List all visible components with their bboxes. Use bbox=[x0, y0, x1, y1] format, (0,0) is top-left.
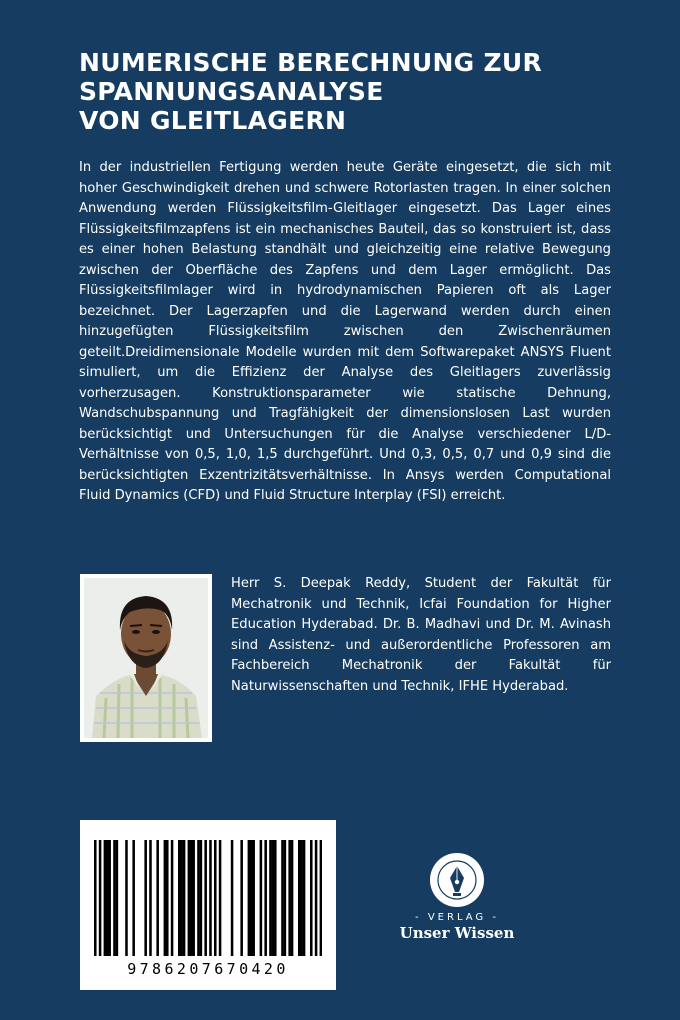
barcode-bar bbox=[171, 840, 174, 956]
publisher-verlag-label: - VERLAG - bbox=[415, 912, 499, 923]
barcode-bar bbox=[291, 840, 294, 956]
barcode-bar bbox=[197, 840, 200, 956]
book-title bbox=[79, 48, 639, 135]
barcode-bar bbox=[320, 840, 322, 956]
barcode bbox=[80, 820, 336, 990]
barcode-bar bbox=[303, 840, 306, 956]
barcode-bar bbox=[104, 840, 107, 956]
barcode-bar bbox=[99, 840, 102, 956]
barcode-bar bbox=[166, 840, 169, 956]
barcode-bar bbox=[188, 840, 191, 956]
barcode-bar bbox=[204, 840, 207, 956]
barcode-bar bbox=[183, 840, 186, 956]
barcode-bar bbox=[269, 840, 272, 956]
barcode-bar bbox=[219, 840, 222, 956]
title-line-2: SPANNUNGSANALYSE bbox=[79, 77, 384, 106]
barcode-bar bbox=[315, 840, 318, 956]
barcode-bar bbox=[298, 840, 301, 956]
isbn-number: 9786207670420 bbox=[127, 960, 289, 978]
publisher-logo-icon bbox=[429, 852, 485, 908]
barcode-bar bbox=[164, 840, 167, 956]
barcode-bar bbox=[214, 840, 217, 956]
book-description: In der industriellen Fertigung werden heute Geräte eingesetzt, die sich mit hoher Geschwindigkeit drehen und schwere Rotorlasten tragen. In einer solchen Anwendung werden Flüssigkeitsfilm-Gleitlager eingesetzt. Das Lager eines Flüssigkeitsfilmzapfens ist ein mechanisches Bauteil, das so konstruiert ist, dass es einer hohen Belastung standhält und gleichzeitig eine relative Bewegung zwischen der Oberfläche des Zapfens und dem Lager ermöglicht. Das Flüssigkeitsfilmlager wird in hydrodynamischen Papieren oft als Lager bezeichnet. Der Lagerzapfen und die Lagerwand werden durch einen hinzugefügten Flüssigkeitsfilm zwischen den Zwischenräumen geteilt.Dreidimensionale Modelle wurden mit dem Softwarepaket ANSYS Fluent simuliert, um die Effizienz der Analyse des Gleitlagers zuverlässig vorherzusagen. Konstruktionsparameter wie statische Dehnung, Wandschubspannung und Tragfähigkeit der dimensionslosen Last wurden berücksichtigt und Untersuchungen für die Analyse verschiedener L/D-Verhältnisse von 0,5, 1,0, 1,5 durchgeführt. Und 0,3, 0,5, 0,7 und 0,9 sind die berücksichtigten Exzentrizitätsverhältnisse. In Ansys werden Computational Fluid Dynamics (CFD) und Fluid Structure Interplay (FSI) erreicht. bbox=[79, 160, 611, 503]
barcode-bar bbox=[300, 840, 303, 956]
barcode-bar bbox=[149, 840, 152, 956]
barcode-bar bbox=[94, 840, 97, 956]
barcode-bar bbox=[144, 840, 147, 956]
barcode-bar bbox=[132, 840, 135, 956]
barcode-bar bbox=[231, 840, 234, 956]
barcode-bar bbox=[250, 840, 253, 956]
barcode-bar bbox=[106, 840, 109, 956]
barcode-bar bbox=[125, 840, 128, 956]
title-line-1: NUMERISCHE BERECHNUNG ZUR bbox=[79, 48, 543, 77]
barcode-bar bbox=[108, 840, 111, 956]
barcode-bar bbox=[180, 840, 183, 956]
publisher-block bbox=[392, 852, 522, 942]
barcode-bar bbox=[264, 840, 267, 956]
barcode-bar bbox=[288, 840, 291, 956]
author-photo bbox=[80, 574, 212, 742]
barcode-bar bbox=[113, 840, 116, 956]
barcode-bar bbox=[240, 840, 243, 956]
barcode-bar bbox=[116, 840, 119, 956]
barcode-bars bbox=[94, 840, 322, 956]
author-portrait-image bbox=[84, 578, 208, 738]
barcode-bar bbox=[248, 840, 251, 956]
barcode-bar bbox=[310, 840, 313, 956]
barcode-bar bbox=[200, 840, 203, 956]
barcode-bar bbox=[284, 840, 287, 956]
barcode-bar bbox=[260, 840, 263, 956]
barcode-bar bbox=[281, 840, 284, 956]
barcode-bar bbox=[190, 840, 193, 956]
barcode-bar bbox=[272, 840, 275, 956]
barcode-bar bbox=[209, 840, 212, 956]
publisher-name: Unser Wissen bbox=[399, 924, 515, 942]
barcode-bar bbox=[274, 840, 277, 956]
barcode-bar bbox=[178, 840, 181, 956]
title-line-3: VON GLEITLAGERN bbox=[79, 106, 347, 135]
barcode-bar bbox=[156, 840, 159, 956]
barcode-bar bbox=[192, 840, 195, 956]
author-bio: Herr S. Deepak Reddy, Student der Fakultät für Mechatronik und Technik, Icfai Foundation for Higher Education Hyderabad. Dr. B. Madhavi und Dr. M. Avinash sind Assistenz- und außerordentliche Professoren am Fachbereich Mechatronik der Fakultät für Naturwissenschaften und Technik, IFHE Hyderabad. bbox=[231, 576, 611, 694]
barcode-bar bbox=[252, 840, 255, 956]
